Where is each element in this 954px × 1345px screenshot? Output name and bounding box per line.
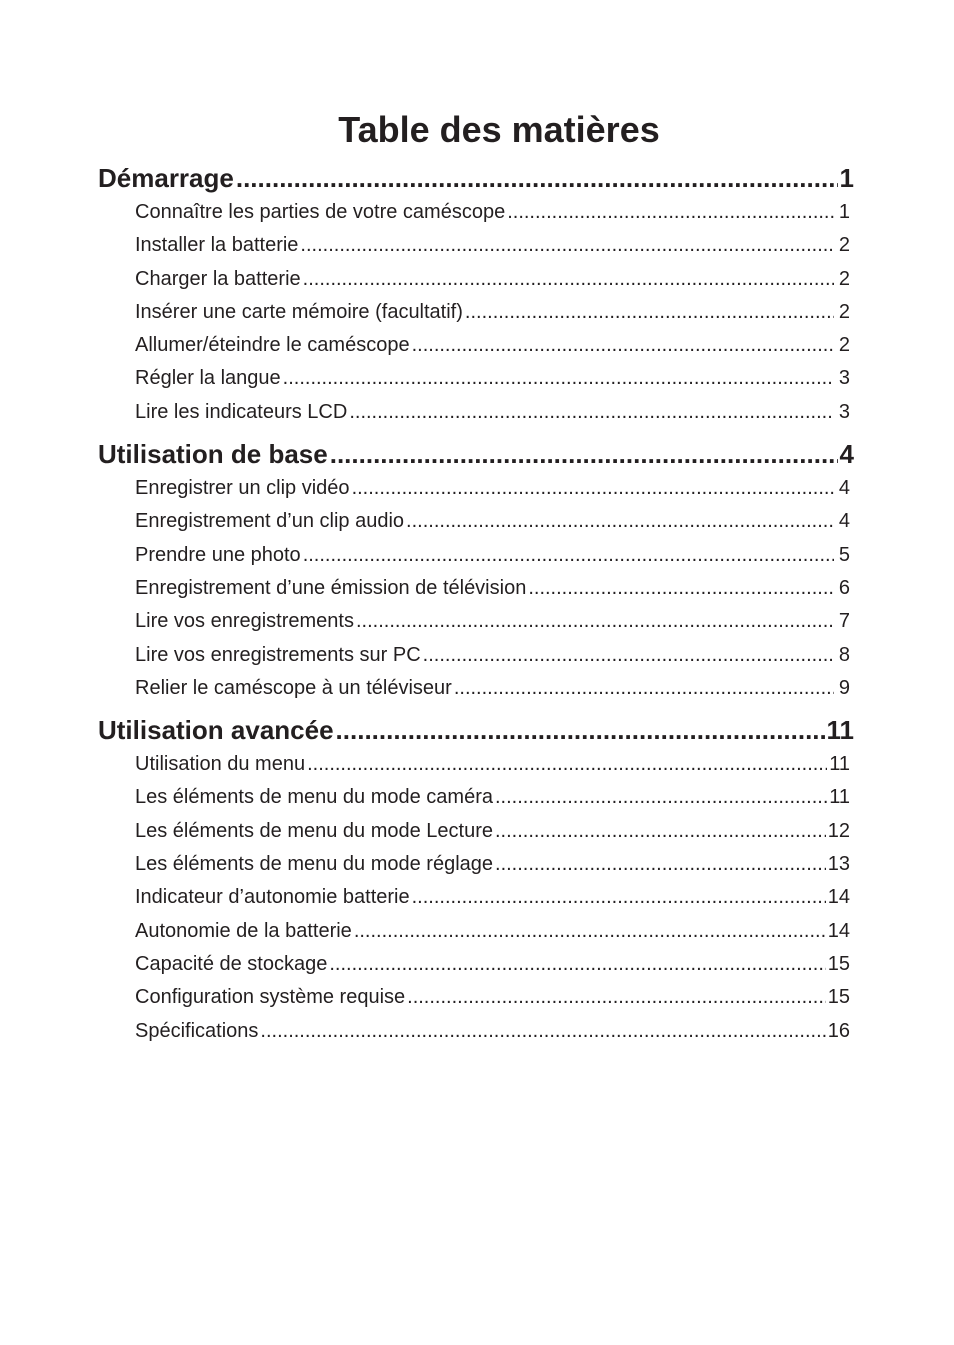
dot-leader <box>300 229 834 262</box>
section-title: Démarrage <box>98 163 234 193</box>
toc-section-heading[interactable] <box>98 436 854 472</box>
dot-leader <box>407 981 826 1014</box>
entry-page-number: 14 <box>827 886 850 909</box>
toc-entry[interactable] <box>135 605 850 638</box>
entry-title: Les éléments de menu du mode Lecture <box>135 819 493 842</box>
toc-entry[interactable] <box>135 539 850 572</box>
section-title: Utilisation avancée <box>98 715 334 746</box>
toc-entry[interactable] <box>135 848 850 881</box>
dot-leader <box>349 396 834 429</box>
section-page-number: 4 <box>839 439 854 470</box>
dot-leader <box>307 748 827 781</box>
toc-entry[interactable] <box>135 229 850 262</box>
entry-page-number: 11 <box>829 753 850 776</box>
entry-title: Allumer/éteindre le caméscope <box>135 334 410 357</box>
dot-leader <box>303 263 834 296</box>
entry-page-number: 11 <box>829 786 850 809</box>
dot-leader <box>356 605 834 638</box>
entry-page-number: 2 <box>838 234 850 257</box>
entry-page-number: 4 <box>838 477 850 500</box>
entry-page-number: 15 <box>827 952 850 975</box>
entry-title: Utilisation du menu <box>135 753 306 776</box>
dot-leader <box>423 639 834 672</box>
entry-title: Capacité de stockage <box>135 952 328 975</box>
entry-page-number: 13 <box>827 853 850 876</box>
toc-entry[interactable] <box>135 296 850 329</box>
toc-entry[interactable] <box>135 948 850 981</box>
entry-page-number: 2 <box>838 300 850 323</box>
entry-title: Les éléments de menu du mode réglage <box>135 853 494 876</box>
entry-title: Charger la batterie <box>135 267 301 290</box>
entry-title: Spécifications <box>135 1019 259 1042</box>
entry-page-number: 16 <box>827 1019 850 1042</box>
dot-leader <box>495 848 826 881</box>
entry-title: Enregistrement d’un clip audio <box>135 510 405 533</box>
section-title: Utilisation de base <box>98 439 328 470</box>
toc-section <box>98 712 854 1048</box>
dot-leader <box>336 712 825 748</box>
entry-page-number: 3 <box>838 400 850 423</box>
dot-leader <box>412 881 826 914</box>
toc-entry[interactable] <box>135 639 850 672</box>
section-page-number: 11 <box>826 715 854 746</box>
toc-entry[interactable] <box>135 196 850 229</box>
dot-leader <box>454 672 834 705</box>
toc-entry[interactable] <box>135 981 850 1014</box>
entry-title: Enregistrer un clip vidéo <box>135 477 350 500</box>
entry-page-number: 12 <box>827 819 850 842</box>
toc-entry[interactable] <box>135 1015 850 1048</box>
entry-page-number: 1 <box>838 201 850 223</box>
toc-entry[interactable] <box>135 881 850 914</box>
entry-page-number: 2 <box>838 334 850 357</box>
toc-section-heading[interactable] <box>98 160 854 196</box>
dot-leader <box>283 362 834 395</box>
dot-leader <box>236 160 838 196</box>
dot-leader <box>465 296 834 329</box>
entry-title: Prendre une photo <box>135 543 301 566</box>
toc-section <box>98 436 854 705</box>
entry-title: Régler la langue <box>135 367 281 390</box>
toc-entry[interactable] <box>135 329 850 362</box>
entry-title: Insérer une carte mémoire (facultatif) <box>135 300 463 323</box>
entry-title: Les éléments de menu du mode caméra <box>135 786 493 809</box>
dot-leader <box>354 915 826 948</box>
entry-title: Enregistrement d’une émission de télévision <box>135 576 527 599</box>
entry-page-number: 5 <box>838 543 850 566</box>
entry-page-number: 7 <box>838 610 850 633</box>
dot-leader <box>412 329 834 362</box>
dot-leader <box>495 781 827 814</box>
entry-title: Installer la batterie <box>135 234 299 257</box>
entry-title: Autonomie de la batterie <box>135 919 352 942</box>
entry-title: Connaître les parties de votre caméscope <box>135 201 506 223</box>
entry-page-number: 4 <box>838 510 850 533</box>
dot-leader <box>352 472 834 505</box>
entry-page-number: 15 <box>827 986 850 1009</box>
dot-leader <box>330 436 838 472</box>
dot-leader <box>495 815 826 848</box>
entry-page-number: 3 <box>838 367 850 390</box>
entry-title: Indicateur d’autonomie batterie <box>135 886 410 909</box>
table-of-contents <box>98 160 854 1055</box>
toc-entry[interactable] <box>135 362 850 395</box>
dot-leader <box>329 948 825 981</box>
dot-leader <box>528 572 834 605</box>
toc-entry[interactable] <box>135 572 850 605</box>
toc-entry[interactable] <box>135 263 850 296</box>
entry-title: Lire vos enregistrements sur PC <box>135 643 421 666</box>
entry-page-number: 2 <box>838 267 850 290</box>
toc-entry[interactable] <box>135 915 850 948</box>
toc-entry[interactable] <box>135 748 850 781</box>
entry-page-number: 14 <box>827 919 850 942</box>
entry-title: Lire vos enregistrements <box>135 610 354 633</box>
entry-page-number: 6 <box>838 576 850 599</box>
dot-leader <box>303 539 834 572</box>
toc-entry[interactable] <box>135 472 850 505</box>
entry-title: Lire les indicateurs LCD <box>135 400 348 423</box>
dot-leader <box>406 505 834 538</box>
toc-entry[interactable] <box>135 672 850 705</box>
toc-entry[interactable] <box>135 781 850 814</box>
toc-entry[interactable] <box>135 815 850 848</box>
entry-page-number: 9 <box>838 676 850 699</box>
section-page-number: 1 <box>839 163 854 193</box>
entry-page-number: 8 <box>838 643 850 666</box>
toc-entry[interactable] <box>135 396 850 429</box>
dot-leader <box>507 196 834 229</box>
entry-title: Configuration système requise <box>135 986 406 1009</box>
toc-section-heading[interactable] <box>98 712 854 748</box>
dot-leader <box>260 1015 825 1048</box>
toc-section <box>98 160 854 429</box>
toc-entry[interactable] <box>135 505 850 538</box>
entry-title: Relier le caméscope à un téléviseur <box>135 676 452 699</box>
page-title: Table des matières <box>338 109 660 151</box>
